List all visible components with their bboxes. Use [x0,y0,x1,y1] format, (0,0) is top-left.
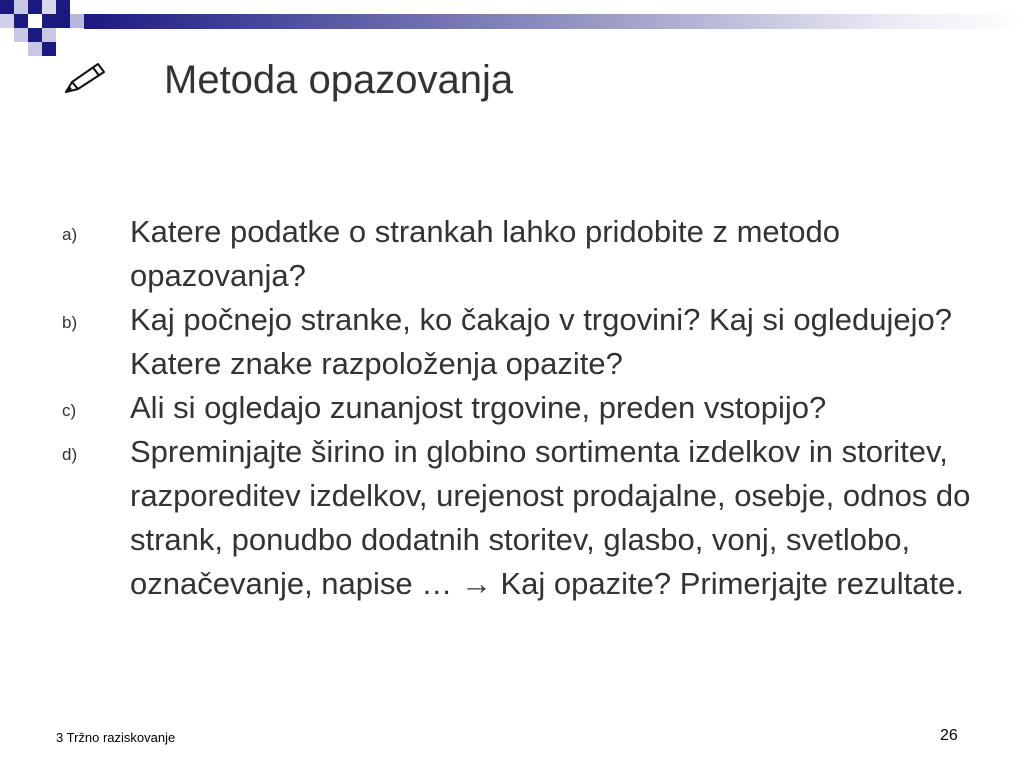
list-item-text: Kaj počnejo stranke, ko čakajo v trgovini? Kaj si ogledujejo? Katere znake razpoloženja opazite? [130,302,952,381]
decorative-square [56,0,70,14]
question-list [62,210,992,606]
list-item-text: Ali si ogledajo zunanjost trgovine, preden vstopijo? [130,390,827,425]
list-item [62,430,992,606]
decorative-square [70,14,84,28]
decorative-square [14,28,28,42]
list-item-text: Katere podatke o strankah lahko pridobite z metodo opazovanja? [130,214,841,293]
list-item [62,210,992,298]
decorative-square [42,42,56,56]
list-item [62,386,992,430]
decorative-square [0,0,14,14]
decorative-square [42,0,56,14]
decorative-header [0,0,1024,64]
decorative-square [28,28,42,42]
list-item [62,298,992,386]
decorative-square [28,0,42,14]
decorative-square [0,14,14,28]
pencil-icon [62,58,108,98]
list-item-text: Spreminjajte širino in globino sortimenta izdelkov in storitev, razporeditev izdelkov, urejenost prodajalne, osebje, odnos do strank, ponudbo dodatnih storitev, glasbo, vonj, svetlobo, označevanje, napise … → Kaj opazite? Primerjajte rezultate. [130,434,971,601]
decorative-square [28,42,42,56]
list-marker: b) [62,313,78,332]
decorative-square [14,0,28,14]
decorative-square [42,14,70,28]
decorative-square [14,14,28,28]
page-number: 26 [940,727,958,744]
decorative-square [42,28,56,42]
footer-course-title: 3 Tržno raziskovanje [56,730,176,745]
list-marker: c) [62,401,77,420]
list-marker: d) [62,445,78,464]
header-gradient-band [84,14,1024,29]
list-marker: a) [62,225,78,244]
slide-title: Metoda opazovanja [164,58,514,102]
